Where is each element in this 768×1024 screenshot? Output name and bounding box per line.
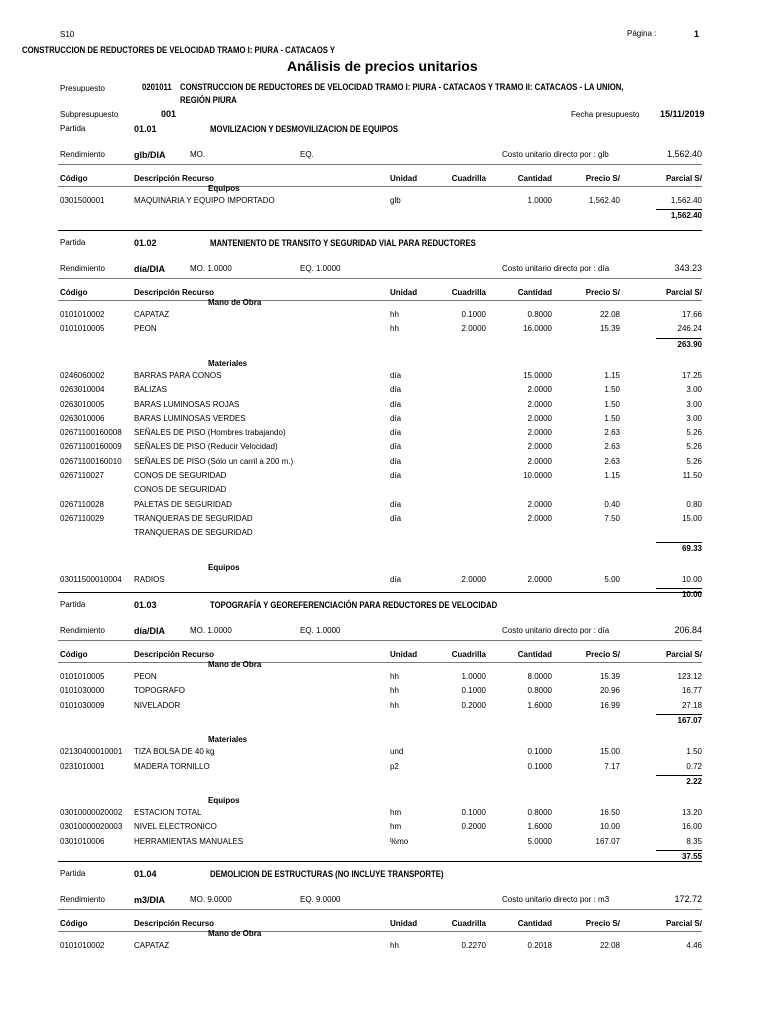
resource-precio: 15.39 xyxy=(599,672,620,681)
resource-unit: hh xyxy=(390,941,399,950)
rendimiento-label: Rendimiento xyxy=(60,895,105,904)
unit-cost-value: 1,562.40 xyxy=(666,149,702,159)
resource-code: 0101030000 xyxy=(60,686,105,696)
subtotal-rule xyxy=(656,209,702,210)
unit-cost-value: 172.72 xyxy=(674,894,702,904)
partida-code: 01.04 xyxy=(134,869,157,879)
resource-cantidad: 1.6000 xyxy=(527,822,552,832)
mano-obra-rendimiento: MO. 1.0000 xyxy=(190,264,232,273)
resource-precio: 16.99 xyxy=(599,700,620,710)
budget-date: 15/11/2019 xyxy=(660,109,705,119)
resource-unit: und xyxy=(390,747,404,757)
unit-cost-value: 206.84 xyxy=(674,625,702,635)
column-header: Parcial S/ xyxy=(665,919,702,928)
resource-parcial: 0.72 xyxy=(686,761,702,771)
resource-precio: 15.39 xyxy=(599,324,620,334)
resource-precio: 16.50 xyxy=(599,808,620,818)
resource-cantidad: 2.0000 xyxy=(527,499,552,509)
column-header-rule xyxy=(58,186,702,187)
resource-precio: 1.50 xyxy=(604,413,620,423)
resource-group-title: Mano de Obra xyxy=(208,929,262,938)
column-header: Precio S/ xyxy=(585,174,620,183)
resource-cuadrilla: 0.2000 xyxy=(461,822,486,832)
resource-precio: 22.08 xyxy=(599,310,620,319)
subbudget-code: 001 xyxy=(161,109,177,119)
equipo-rendimiento: EQ. 9.0000 xyxy=(300,895,341,904)
resource-code: 02130400010001 xyxy=(60,747,123,757)
rendimiento-label: Rendimiento xyxy=(60,150,105,159)
resource-parcial: 15.00 xyxy=(681,513,702,523)
column-header: Código xyxy=(60,174,88,183)
group-subtotal: 37.55 xyxy=(681,852,702,861)
partida-title: MANTENIENTO DE TRANSITO Y SEGURIDAD VIAL PARA REDUCTORES xyxy=(210,238,476,248)
resource-code: 0263010004 xyxy=(60,385,105,395)
resource-precio: 1.15 xyxy=(604,471,620,480)
resource-cantidad: 2.0000 xyxy=(527,456,552,466)
resource-cantidad: 5.0000 xyxy=(527,836,552,846)
resource-precio: 20.96 xyxy=(599,686,620,696)
resource-description: CAPATAZ xyxy=(134,310,170,319)
resource-cuadrilla: 0.1000 xyxy=(461,686,486,696)
column-header: Cantidad xyxy=(517,174,552,183)
resource-unit: día xyxy=(390,513,402,523)
rendimiento-rule xyxy=(58,909,702,910)
subtotal-rule xyxy=(656,542,702,543)
subtotal-rule xyxy=(656,714,702,715)
resource-group-title: Materiales xyxy=(208,358,248,368)
resource-cantidad: 2.0000 xyxy=(527,513,552,523)
resource-code: 0263010005 xyxy=(60,399,105,409)
resource-precio: 7.50 xyxy=(604,513,620,523)
resource-code: 02671100160009 xyxy=(60,442,122,452)
resource-parcial: 1,562.40 xyxy=(670,196,702,205)
resource-cantidad: 2.0000 xyxy=(527,399,552,409)
column-header: Código xyxy=(60,919,88,928)
resource-cantidad: 1.6000 xyxy=(527,700,552,710)
subtotal-rule xyxy=(656,588,702,589)
resource-code: 0301500001 xyxy=(60,196,105,205)
subtotal-rule xyxy=(656,338,702,339)
resource-cantidad: 0.8000 xyxy=(527,686,552,696)
resource-unit: hh xyxy=(390,310,399,319)
resource-description: MADERA TORNILLO xyxy=(134,761,210,771)
partida-label: Partida xyxy=(60,124,86,133)
resource-description: TOPOGRAFO xyxy=(134,686,185,696)
page-label: Página : xyxy=(627,29,657,38)
column-header-rule xyxy=(58,662,702,663)
column-header: Parcial S/ xyxy=(665,174,702,183)
resource-precio: 15.00 xyxy=(599,747,620,757)
resource-precio: 1.50 xyxy=(604,399,620,409)
resource-code: 0301010006 xyxy=(60,836,105,846)
resource-description: TRANQUERAS DE SEGURIDAD xyxy=(134,528,253,538)
partida-label: Partida xyxy=(60,238,86,247)
resource-precio: 5.00 xyxy=(604,574,620,584)
group-subtotal: 263.90 xyxy=(677,339,702,349)
partida-title: TOPOGRAFÍA Y GEOREFERENCIACIÓN PARA REDUCTORES DE VELOCIDAD xyxy=(210,600,498,610)
mano-obra-rendimiento: MO. 9.0000 xyxy=(190,895,232,904)
resource-code: 0267110028 xyxy=(60,499,104,509)
column-header: Parcial S/ xyxy=(665,650,702,659)
resource-cantidad: 8.0000 xyxy=(527,672,552,681)
rendimiento-unit: glb/DIA xyxy=(134,150,166,160)
group-subtotal: 2.22 xyxy=(686,776,702,786)
column-header: Precio S/ xyxy=(585,919,620,928)
budget-label: Presupuesto xyxy=(60,84,105,93)
rendimiento-label: Rendimiento xyxy=(60,264,105,273)
equipo-rendimiento: EQ. xyxy=(300,150,314,159)
resource-cantidad: 1.0000 xyxy=(527,196,552,205)
resource-cantidad: 0.1000 xyxy=(527,747,552,757)
resource-description: PEON xyxy=(134,324,157,334)
partida-code: 01.01 xyxy=(134,124,157,134)
page-title: Análisis de precios unitarios xyxy=(287,58,478,74)
resource-parcial: 4.46 xyxy=(686,941,702,950)
resource-cantidad: 2.0000 xyxy=(527,428,552,438)
equipo-rendimiento: EQ. 1.0000 xyxy=(300,626,341,635)
resource-parcial: 5.26 xyxy=(686,456,702,466)
partida-title: MOVILIZACION Y DESMOVILIZACION DE EQUIPOS xyxy=(210,124,399,134)
resource-group-title: Equipos xyxy=(208,562,240,572)
resource-cuadrilla: 0.2000 xyxy=(461,700,486,710)
resource-parcial: 3.00 xyxy=(686,413,702,423)
resource-cantidad: 10.0000 xyxy=(523,471,552,480)
resource-code: 0101010005 xyxy=(60,672,105,681)
resource-code: 0101010002 xyxy=(60,310,105,319)
resource-cuadrilla: 0.1000 xyxy=(461,310,486,319)
resource-code: 03010000020003 xyxy=(60,822,123,832)
resource-unit: hh xyxy=(390,324,399,334)
partida-title: DEMOLICION DE ESTRUCTURAS (NO INCLUYE TRANSPORTE) xyxy=(210,869,444,879)
resource-description: TIZA BOLSA DE 40 kg xyxy=(134,747,215,757)
resource-description: MAQUINARIA Y EQUIPO IMPORTADO xyxy=(134,196,275,205)
resource-precio: 0.40 xyxy=(604,499,620,509)
resource-code: 0231010001 xyxy=(60,761,105,771)
resource-unit: hh xyxy=(390,672,399,681)
resource-unit: día xyxy=(390,574,402,584)
unit-cost-label: Costo unitario directo por : glb xyxy=(502,150,609,159)
partida-code: 01.02 xyxy=(134,238,157,248)
resource-unit: hh xyxy=(390,686,399,696)
resource-code: 03011500010004 xyxy=(60,574,122,584)
resource-parcial: 123.12 xyxy=(677,672,702,681)
resource-precio: 1.15 xyxy=(604,370,620,380)
resource-unit: glb xyxy=(390,196,401,205)
resource-group-title: Equipos xyxy=(208,184,240,193)
resource-unit: día xyxy=(390,370,402,380)
column-header-rule xyxy=(58,931,702,932)
item-separator xyxy=(58,861,702,862)
resource-code: 0263010006 xyxy=(60,413,105,423)
report-code: S10 xyxy=(60,30,75,39)
resource-precio: 10.00 xyxy=(599,822,620,832)
resource-cantidad: 2.0000 xyxy=(527,413,552,423)
resource-description: CONOS DE SEGURIDAD xyxy=(134,485,227,495)
resource-precio: 2.63 xyxy=(604,442,620,452)
resource-precio: 2.63 xyxy=(604,456,620,466)
resource-parcial: 16.77 xyxy=(681,686,702,696)
resource-parcial: 8.35 xyxy=(686,836,702,846)
partida-label: Partida xyxy=(60,600,86,609)
resource-parcial: 27.18 xyxy=(681,700,702,710)
resource-parcial: 17.25 xyxy=(681,370,702,380)
mano-obra-rendimiento: MO. xyxy=(190,150,206,159)
resource-code: 0101010005 xyxy=(60,324,105,334)
resource-unit: hh xyxy=(390,700,399,710)
resource-cantidad: 0.8000 xyxy=(527,808,552,818)
project-name: CONSTRUCCION DE REDUCTORES DE VELOCIDAD TRAMO I: PIURA - CATACAOS Y xyxy=(22,45,336,55)
partida-label: Partida xyxy=(60,869,86,878)
resource-cuadrilla: 2.0000 xyxy=(461,574,486,584)
resource-description: ESTACION TOTAL xyxy=(134,808,202,818)
resource-code: 0267110029 xyxy=(60,513,104,523)
resource-unit: día xyxy=(390,413,402,423)
resource-cantidad: 0.1000 xyxy=(527,761,552,771)
resource-group-title: Materiales xyxy=(208,735,248,745)
resource-parcial: 10.00 xyxy=(681,574,702,584)
rendimiento-unit: día/DIA xyxy=(134,264,166,274)
budget-code: 0201011 xyxy=(142,82,172,92)
resource-unit: día xyxy=(390,442,402,452)
resource-description: RADIOS xyxy=(134,574,165,584)
resource-precio: 22.08 xyxy=(599,941,620,950)
column-header-rule xyxy=(58,300,702,301)
resource-code: 0101030009 xyxy=(60,700,105,710)
resource-precio: 7.17 xyxy=(604,761,620,771)
budget-name: CONSTRUCCION DE REDUCTORES DE VELOCIDAD TRAMO I: PIURA - CATACAOS Y TRAMO II: CATACAOS - LA UNION, xyxy=(180,82,624,92)
resource-code: 02671100160008 xyxy=(60,428,122,438)
resource-description: SEÑALES DE PISO (Sólo un carril a 200 m.) xyxy=(134,456,294,466)
resource-parcial: 13.20 xyxy=(681,808,702,818)
column-header: Unidad xyxy=(390,174,418,183)
resource-unit: hm xyxy=(390,808,402,818)
rendimiento-rule xyxy=(58,164,702,165)
column-header: Cuadrilla xyxy=(451,919,486,928)
column-header: Precio S/ xyxy=(585,288,620,297)
resource-description: NIVEL ELECTRONICO xyxy=(134,822,217,832)
resource-description: CONOS DE SEGURIDAD xyxy=(134,471,227,480)
subtotal-rule xyxy=(656,850,702,851)
resource-cuadrilla: 2.0000 xyxy=(461,324,486,334)
resource-description: BARRAS PARA CONOS xyxy=(134,370,222,380)
resource-unit: hm xyxy=(390,822,402,832)
mano-obra-rendimiento: MO. 1.0000 xyxy=(190,626,232,635)
resource-precio: 1.50 xyxy=(604,385,620,395)
column-header: Descripción Recurso xyxy=(134,919,215,928)
resource-unit: p2 xyxy=(390,761,399,771)
subbudget-label: Subpresupuesto xyxy=(60,110,119,119)
column-header: Precio S/ xyxy=(585,650,620,659)
resource-description: PALETAS DE SEGURIDAD xyxy=(134,499,232,509)
resource-group-title: Equipos xyxy=(208,796,240,806)
column-header: Cuadrilla xyxy=(451,288,486,297)
resource-code: 03010000020002 xyxy=(60,808,123,818)
resource-parcial: 3.00 xyxy=(686,385,702,395)
column-header: Parcial S/ xyxy=(665,288,702,297)
resource-parcial: 0.80 xyxy=(686,499,702,509)
resource-cantidad: 0.8000 xyxy=(527,310,552,319)
resource-description: BARAS LUMINOSAS VERDES xyxy=(134,413,246,423)
column-header: Unidad xyxy=(390,919,418,928)
resource-cantidad: 2.0000 xyxy=(527,385,552,395)
rendimiento-rule xyxy=(58,640,702,641)
resource-description: BARAS LUMINOSAS ROJAS xyxy=(134,399,240,409)
resource-unit: día xyxy=(390,471,402,480)
resource-description: SEÑALES DE PISO (Hombres trabajando) xyxy=(134,428,286,438)
resource-group-title: Mano de Obra xyxy=(208,660,262,669)
resource-unit: día xyxy=(390,399,402,409)
resource-unit: día xyxy=(390,499,402,509)
resource-code: 0101010002 xyxy=(60,941,105,950)
resource-cantidad: 15.0000 xyxy=(523,370,552,380)
resource-code: 0246060002 xyxy=(60,370,105,380)
resource-cuadrilla: 1.0000 xyxy=(461,672,486,681)
resource-description: TRANQUERAS DE SEGURIDAD xyxy=(134,513,253,523)
column-header: Unidad xyxy=(390,288,418,297)
resource-parcial: 5.26 xyxy=(686,428,702,438)
resource-unit: día xyxy=(390,428,402,438)
resource-group-title: Mano de Obra xyxy=(208,298,262,307)
resource-cuadrilla: 0.2270 xyxy=(461,941,486,950)
column-header: Descripción Recurso xyxy=(134,650,215,659)
resource-unit: día xyxy=(390,385,402,395)
rendimiento-label: Rendimiento xyxy=(60,626,105,635)
resource-cantidad: 0.2018 xyxy=(527,941,552,950)
resource-parcial: 16.00 xyxy=(681,822,702,832)
subtotal-rule xyxy=(656,775,702,776)
resource-unit: día xyxy=(390,456,402,466)
resource-description: PEON xyxy=(134,672,157,681)
group-subtotal: 1,562.40 xyxy=(670,211,702,221)
resource-description: NIVELADOR xyxy=(134,700,181,710)
resource-parcial: 17.66 xyxy=(681,310,702,319)
rendimiento-rule xyxy=(58,278,702,279)
resource-parcial: 246.24 xyxy=(677,324,702,334)
resource-cuadrilla: 0.1000 xyxy=(461,808,486,818)
column-header: Código xyxy=(60,650,88,659)
resource-precio: 167.07 xyxy=(595,836,620,846)
resource-description: HERRAMIENTAS MANUALES xyxy=(134,836,244,846)
column-header: Descripción Recurso xyxy=(134,174,215,183)
column-header: Unidad xyxy=(390,650,418,659)
budget-date-label: Fecha presupuesto xyxy=(571,110,640,119)
unit-cost-label: Costo unitario directo por : día xyxy=(502,626,610,635)
column-header: Código xyxy=(60,288,88,297)
rendimiento-unit: día/DIA xyxy=(134,626,166,636)
equipo-rendimiento: EQ. 1.0000 xyxy=(300,264,341,273)
resource-parcial: 3.00 xyxy=(686,399,702,409)
unit-cost-label: Costo unitario directo por : día xyxy=(502,264,610,273)
partida-code: 01.03 xyxy=(134,600,157,610)
column-header: Descripción Recurso xyxy=(134,288,215,297)
resource-cantidad: 2.0000 xyxy=(527,574,552,584)
unit-cost-value: 343.23 xyxy=(674,263,702,273)
page-number: 1 xyxy=(694,29,700,39)
resource-description: CAPATAZ xyxy=(134,941,170,950)
group-subtotal: 167.07 xyxy=(677,715,702,725)
budget-name-cont: REGIÓN PIURA xyxy=(180,95,237,105)
resource-precio: 1,562.40 xyxy=(588,196,620,205)
resource-cantidad: 2.0000 xyxy=(527,442,552,452)
resource-unit: %mo xyxy=(390,836,409,846)
column-header: Cantidad xyxy=(517,650,552,659)
resource-description: SEÑALES DE PISO (Reducir Velocidad) xyxy=(134,442,278,452)
item-separator xyxy=(58,592,702,593)
column-header: Cantidad xyxy=(517,919,552,928)
rendimiento-unit: m3/DIA xyxy=(134,895,166,905)
resource-description: BALIZAS xyxy=(134,385,167,395)
resource-code: 0267110027 xyxy=(60,471,104,480)
item-separator xyxy=(58,230,702,231)
resource-code: 02671100160010 xyxy=(60,456,122,466)
group-subtotal: 69.33 xyxy=(681,543,702,553)
column-header: Cuadrilla xyxy=(451,650,486,659)
group-subtotal: 10.00 xyxy=(681,590,702,600)
resource-precio: 2.63 xyxy=(604,428,620,438)
column-header: Cantidad xyxy=(517,288,552,297)
column-header: Cuadrilla xyxy=(451,174,486,183)
resource-cantidad: 16.0000 xyxy=(523,324,552,334)
resource-parcial: 11.50 xyxy=(682,471,702,480)
unit-cost-label: Costo unitario directo por : m3 xyxy=(502,895,610,904)
resource-parcial: 5.26 xyxy=(686,442,702,452)
resource-parcial: 1.50 xyxy=(686,747,702,757)
